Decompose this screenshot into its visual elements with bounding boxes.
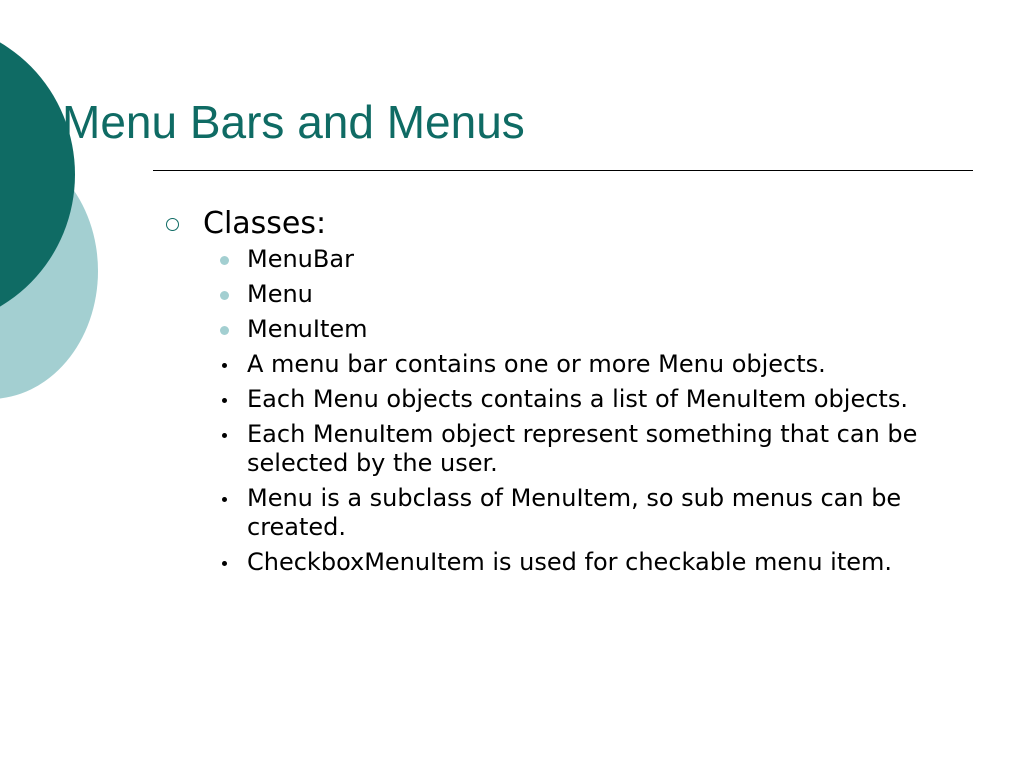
teal-dot-bullet-icon	[220, 256, 229, 265]
black-dot-bullet-icon	[222, 363, 227, 368]
list-item-text: MenuItem	[247, 315, 368, 343]
hollow-circle-bullet-icon	[166, 218, 179, 231]
slide-content	[160, 203, 980, 583]
list-item	[160, 350, 980, 379]
black-dot-bullet-icon	[222, 497, 227, 502]
black-dot-bullet-icon	[222, 433, 227, 438]
bullet-list	[160, 245, 980, 577]
black-dot-bullet-icon	[222, 398, 227, 403]
black-dot-bullet-icon	[222, 561, 227, 566]
title-divider	[153, 170, 973, 171]
list-item-text: CheckboxMenuItem is used for checkable menu item.	[247, 548, 893, 576]
list-item-text: A menu bar contains one or more Menu objects.	[247, 350, 826, 378]
list-item	[160, 385, 980, 414]
list-item	[160, 420, 980, 478]
list-item-text: Menu is a subclass of MenuItem, so sub menus can be created.	[247, 484, 902, 541]
teal-dot-bullet-icon	[220, 326, 229, 335]
heading-text: Classes:	[203, 206, 327, 241]
teal-dot-bullet-icon	[220, 291, 229, 300]
slide-title: Menu Bars and Menus	[62, 96, 525, 148]
list-item	[160, 280, 980, 309]
list-item-text: Each Menu objects contains a list of MenuItem objects.	[247, 385, 908, 413]
list-item	[160, 484, 980, 542]
heading-bullet	[160, 203, 980, 245]
list-item-text: MenuBar	[247, 245, 354, 273]
list-item-text: Menu	[247, 280, 313, 308]
list-item	[160, 315, 980, 344]
list-item	[160, 548, 980, 577]
list-item-text: Each MenuItem object represent something that can be selected by the user.	[247, 420, 918, 477]
list-item	[160, 245, 980, 274]
